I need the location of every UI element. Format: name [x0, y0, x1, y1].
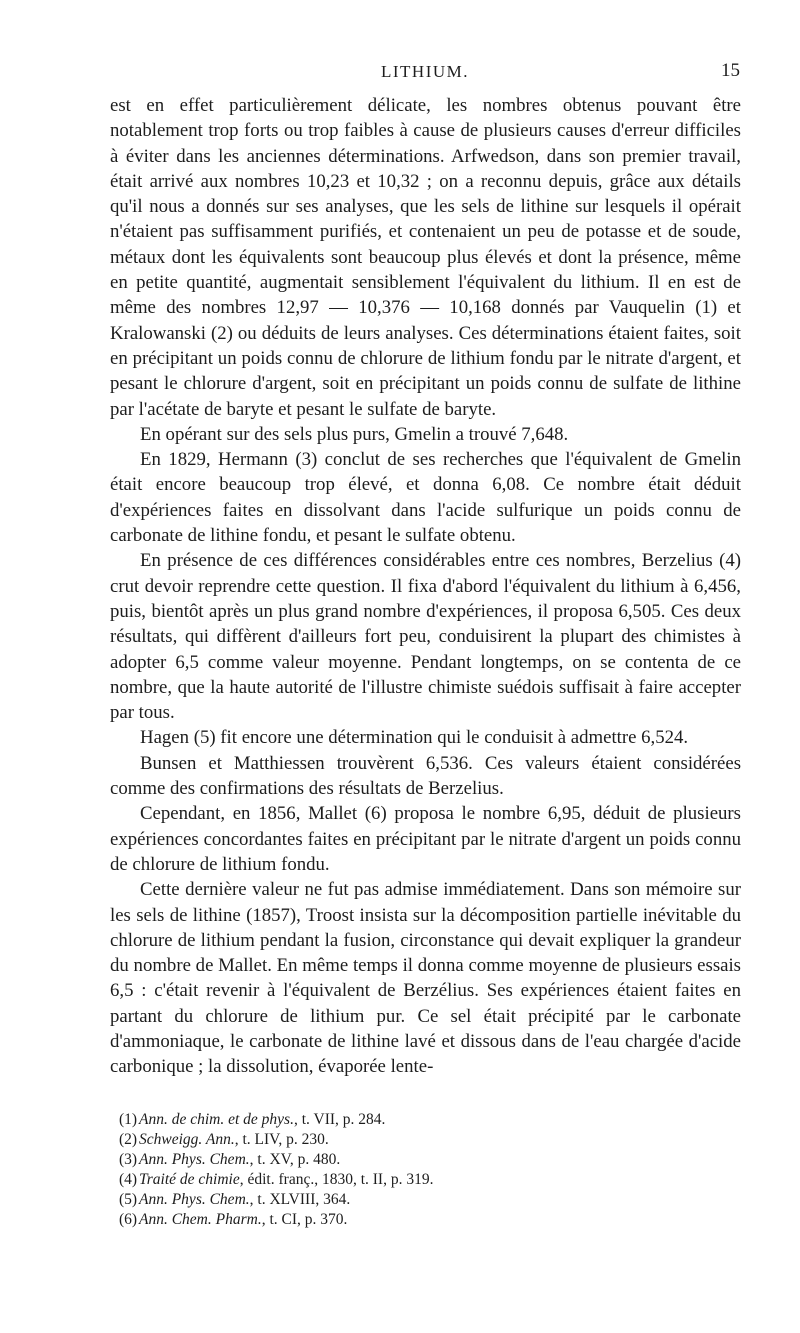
- paragraph: En 1829, Hermann (3) conclut de ses recherches que l'équivalent de Gmelin était encore beaucoup trop élevé, et donna 6,08. Ce nombre était déduit d'expériences faites en dissolvant dans l'acide sulfurique un poids connu de carbonate de lithine fondu, et pesant le sulfate obtenu.: [110, 449, 741, 547]
- footnotes: [110, 1110, 710, 1230]
- footnote: [110, 1190, 710, 1210]
- footnote-reference: , t. XLVIII, 364.: [249, 1191, 351, 1208]
- page-header: [110, 60, 740, 88]
- paragraph: Cependant, en 1856, Mallet (6) proposa le nombre 6,95, déduit de plusieurs expériences concordantes faites en précipitant par le nitrate d'argent un poids connu de chlorure de lithium fondu.: [110, 803, 741, 875]
- page-number: 15: [721, 60, 740, 81]
- footnote-number: (5): [119, 1191, 138, 1208]
- paragraph: En opérant sur des sels plus purs, Gmelin a trouvé 7,648.: [140, 423, 569, 445]
- footnote-number: (3): [119, 1151, 138, 1168]
- paragraph: Bunsen et Matthiessen trouvèrent 6,536. Ces valeurs étaient considérées comme des confirmations des résultats de Berzelius.: [110, 752, 741, 800]
- footnote-number: (6): [119, 1211, 138, 1228]
- footnote-reference: , édit. franç., 1830, t. II, p. 319.: [239, 1171, 434, 1188]
- footnote-reference: , t. CI, p. 370.: [261, 1211, 348, 1228]
- footnote: [110, 1130, 710, 1150]
- paragraph: est en effet particulièrement délicate, les nombres obtenus pouvant être notablement trop forts ou trop faibles à cause de plusieurs causes d'erreur difficiles à éviter dans les anciennes déterminations. Arfwedson, dans son premier travail, était arrivé aux nombres 10,23 et 10,32 ; on a reconnu depuis, grâce aux détails qu'il nous a donnés sur ses analyses, que les sels de lithine sur lesquels il opérait n'étaient pas suffisamment purifiés, et contenaient un peu de potasse et de soude, métaux dont les équivalents sont beaucoup plus élevés et dont la présence, même en petite quantité, augmentait sensiblement l'équivalent du lithium. Il en est de même des nombres 12,97 — 10,376 — 10,168 donnés par Vauquelin (1) et Kralowanski (2) ou déduits de leurs analyses. Ces déterminations étaient faites, soit en précipitant un poids connu de chlorure de lithium fondu par le nitrate d'argent, et pesant le chlorure d'argent, soit en précipitant un poids connu de sulfate de lithine par l'acétate de baryte et pesant le sulfate de baryte.: [110, 95, 741, 420]
- footnote: [110, 1210, 710, 1230]
- paragraph: Hagen (5) fit encore une détermination qui le conduisit à admettre 6,524.: [140, 727, 689, 749]
- footnote-reference: , t. VII, p. 284.: [293, 1111, 386, 1128]
- footnote-reference: , t. LIV, p. 230.: [234, 1131, 329, 1148]
- running-head: LITHIUM.: [380, 62, 469, 81]
- paragraph: Cette dernière valeur ne fut pas admise immédiatement. Dans son mémoire sur les sels de lithine (1857), Troost insista sur la décomposition partielle inévitable du chlorure de lithium pendant la fusion, circonstance qui devait expliquer la grandeur du nombre de Mallet. En même temps il donna comme moyenne de plusieurs essais 6,5 : c'était revenir à l'équivalent de Berzélius. Ses expériences étaient faites en partant du chlorure de lithium pur. Ce sel était précipité par le carbonate d'ammoniaque, le carbonate de lithine lavé et dissous dans de l'eau chargée d'acide carbonique ; la dissolution, évaporée lente-: [110, 879, 741, 1078]
- footnote: [110, 1110, 710, 1130]
- footnote-source: Schweigg. Ann.: [139, 1131, 235, 1148]
- footnote: [110, 1150, 710, 1170]
- footnote-source: Traité de chimie: [139, 1171, 240, 1188]
- footnote: [110, 1170, 710, 1190]
- footnote-source: Ann. de chim. et de phys.: [139, 1111, 294, 1128]
- footnote-number: (1): [119, 1111, 138, 1128]
- footnote-source: Ann. Phys. Chem.: [139, 1191, 250, 1208]
- footnote-number: (4): [119, 1171, 138, 1188]
- paragraph: En présence de ces différences considérables entre ces nombres, Berzelius (4) crut devoir reprendre cette question. Il fixa d'abord l'équivalent du lithium à 6,456, puis, bientôt après un plus grand nombre d'expériences, il proposa 6,505. Ces deux résultats, qui diffèrent d'ailleurs fort peu, conduisirent la plupart des chimistes à adopter 6,5 comme valeur moyenne. Pendant longtemps, on se contenta de ce nombre, que la haute autorité de l'illustre chimiste suédois suffisait à faire accepter par tous.: [110, 550, 741, 724]
- footnote-number: (2): [119, 1131, 138, 1148]
- footnote-source: Ann. Phys. Chem.: [139, 1151, 250, 1168]
- footnote-reference: , t. XV, p. 480.: [249, 1151, 341, 1168]
- footnote-source: Ann. Chem. Pharm.: [139, 1211, 262, 1228]
- body-text: [110, 93, 741, 1080]
